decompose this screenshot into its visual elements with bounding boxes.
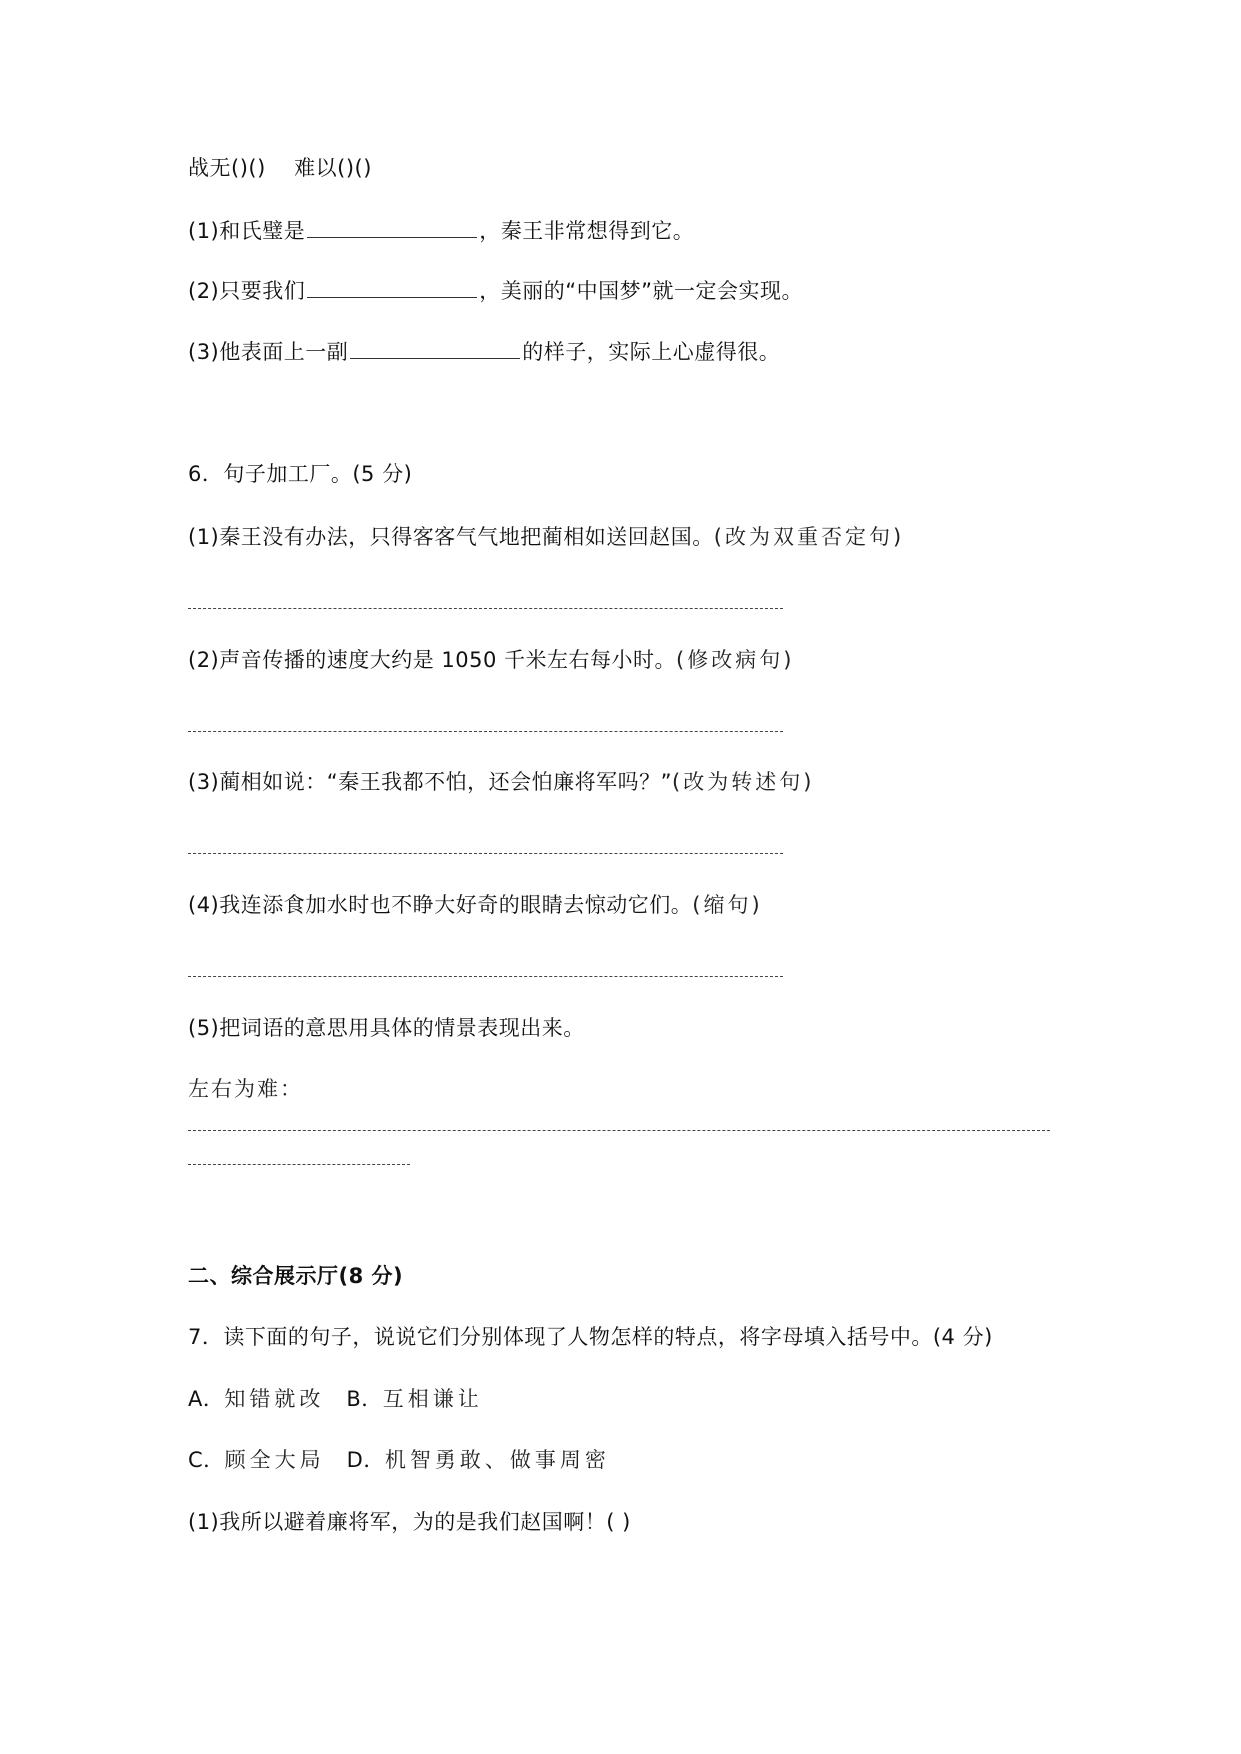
idiom-1: 战无()() <box>188 156 266 180</box>
q7-title: 7．读下面的句子，说说它们分别体现了人物怎样的特点，将字母填入括号中。(4 分) <box>188 1325 993 1349</box>
fill-blank-item-3 <box>188 336 780 366</box>
q6-item-text: (1)秦王没有办法，只得客客气气地把蔺相如送回赵国。 <box>188 525 714 549</box>
item-number: (2) <box>188 279 220 303</box>
q7-options-row-1 <box>188 1385 483 1413</box>
q6-item-1 <box>188 523 904 551</box>
q6-item-text: (2)声音传播的速度大约是 1050 千米左右每小时。 <box>188 648 677 672</box>
answer-line[interactable] <box>188 608 783 609</box>
scenario-label: 左右为难： <box>188 1077 303 1101</box>
q6-item-hint: (改为转述句) <box>672 770 815 794</box>
item-after-text: 的样子，实际上心虚得很。 <box>522 340 781 364</box>
fill-blank-item-1 <box>188 215 694 245</box>
answer-blank[interactable] <box>350 336 520 359</box>
q6-item-3 <box>188 768 814 796</box>
option-c <box>188 1448 325 1472</box>
answer-line[interactable] <box>188 976 783 977</box>
q6-item-hint: (缩句) <box>692 893 763 917</box>
item-number: (3) <box>188 340 220 364</box>
q6-item-hint: (改为双重否定句) <box>713 525 905 549</box>
option-b <box>346 1387 482 1411</box>
q6-item-text: (5)把词语的意思用具体的情景表现出来。 <box>188 1016 585 1040</box>
q6-item-4 <box>188 891 763 919</box>
q6-item-text: (3)蔺相如说：“秦王我都不怕，还会怕廉将军吗？” <box>188 770 673 794</box>
item-after-text: ，美丽的“中国梦”就一定会实现。 <box>479 279 804 303</box>
fill-blank-item-2 <box>188 275 803 305</box>
answer-blank[interactable] <box>307 215 477 238</box>
option-letter: D． <box>346 1448 385 1472</box>
option-letter: B． <box>346 1387 383 1411</box>
item-after-text: ，秦王非常想得到它。 <box>479 219 695 243</box>
q6-item-5 <box>188 1014 585 1042</box>
section2-title: 二、综合展示厅(8 分) <box>188 1264 404 1288</box>
answer-line[interactable] <box>188 853 783 854</box>
answer-line[interactable] <box>188 731 783 732</box>
idioms-line <box>188 154 372 182</box>
answer-blank[interactable] <box>307 275 477 298</box>
option-text: 机智勇敢、做事周密 <box>384 1448 610 1472</box>
option-text: 互相谦让 <box>382 1387 483 1411</box>
answer-line-tail[interactable] <box>188 1164 410 1165</box>
answer-line-long[interactable] <box>188 1130 1050 1131</box>
option-letter: C． <box>188 1448 225 1472</box>
q6-title: 6．句子加工厂。(5 分) <box>188 462 413 486</box>
option-text: 顾全大局 <box>224 1448 325 1472</box>
item-before-text: 和氏璧是 <box>219 219 306 243</box>
q7-options-row-2 <box>188 1446 610 1474</box>
item-before-text: 他表面上一副 <box>219 340 349 364</box>
q7-item-1: (1)我所以避着廉将军，为的是我们赵国啊！( ) <box>188 1510 631 1534</box>
q6-item-2 <box>188 646 794 674</box>
item-before-text: 只要我们 <box>219 279 306 303</box>
option-d <box>347 1448 610 1472</box>
q6-item-text: (4)我连添食加水时也不睁大好奇的眼睛去惊动它们。 <box>188 893 693 917</box>
option-a <box>188 1387 324 1411</box>
option-text: 知错就改 <box>224 1387 325 1411</box>
q6-item-hint: (修改病句) <box>676 648 795 672</box>
item-number: (1) <box>188 219 220 243</box>
option-letter: A． <box>188 1387 225 1411</box>
idiom-2: 难以()() <box>294 156 372 180</box>
